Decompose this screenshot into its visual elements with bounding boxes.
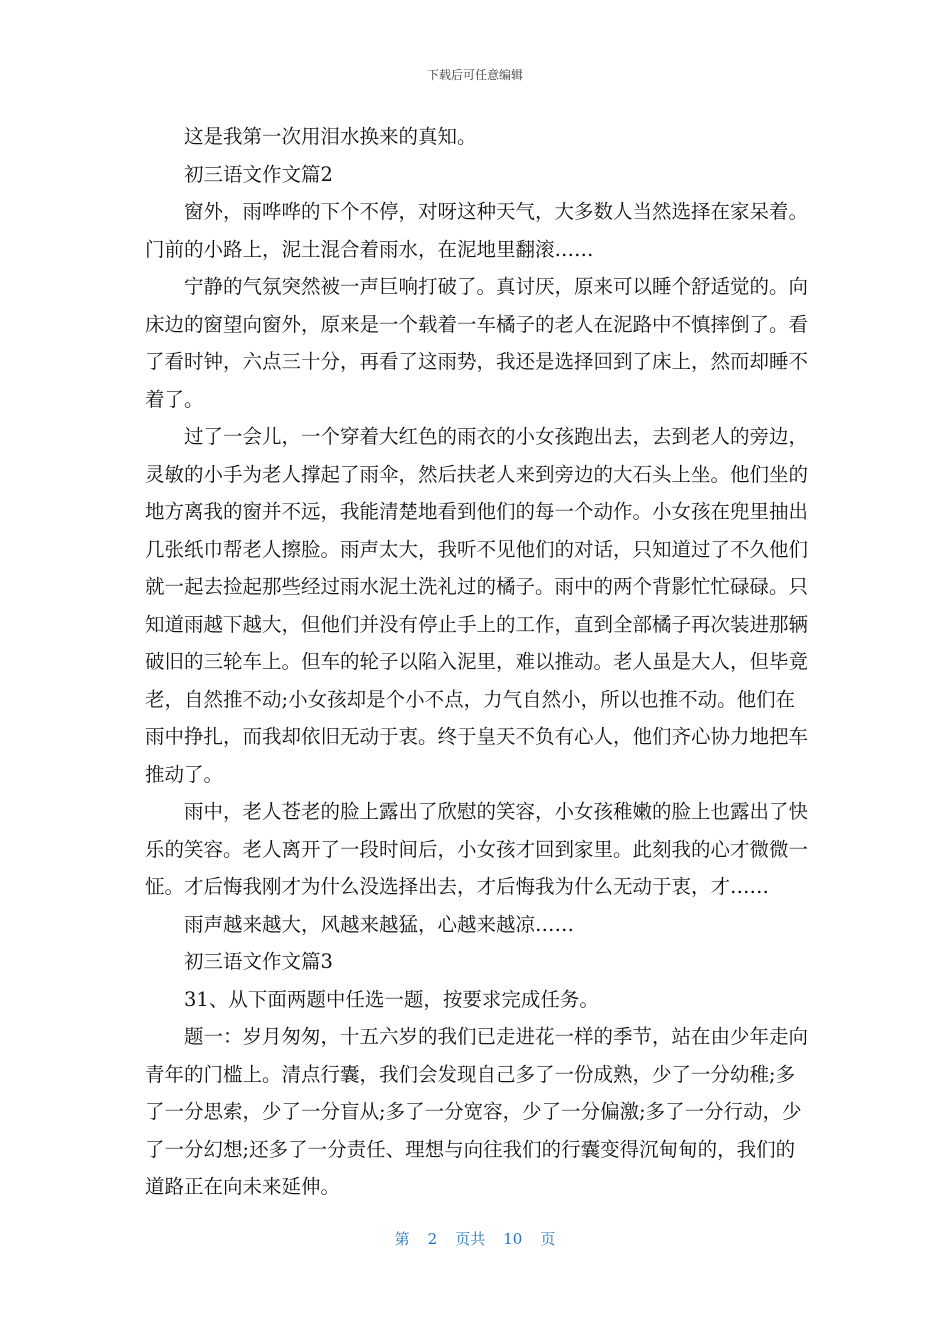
paragraph: 31、从下面两题中任选一题，按要求完成任务。 (184, 987, 599, 1011)
paragraph: 这是我第一次用泪水换来的真知。 (184, 125, 477, 148)
paragraph: 雨中，老人苍老的脸上露出了欣慰的笑容，小女孩稚嫩的脸上也露出了快乐的笑容。老人离开了一段时间后，小女孩才回到家里。此刻我的心才微微一怔。才后悔我刚才为什么没选择出去，才后悔我为什么无动于衷，才…… (145, 800, 809, 898)
page-footer (0, 1228, 950, 1249)
document-body (145, 118, 810, 1206)
current-page-number: 2 (427, 1230, 438, 1248)
paragraph: 宁静的气氛突然被一声巨响打破了。真讨厌，原来可以睡个舒适觉的。向床边的窗望向窗外，原来是一个载着一车橘子的老人在泥路中不慎摔倒了。看了看时钟，六点三十分，再看了这雨势，我还是选择回到了床上，然而却睡不着了。 (145, 275, 809, 411)
page-label-suffix: 页 (540, 1230, 556, 1248)
section-title: 初三语文作文篇3 (184, 950, 333, 973)
paragraph: 题一：岁月匆匆，十五六岁的我们已走进花一样的季节，站在由少年走向青年的门槛上。清点行囊，我们会发现自己多了一份成熟，少了一分幼稚;多了一分思索，少了一分盲从;多了一分宽容，少了一分偏激;多了一分行动，少了一分幻想;还多了一分责任、理想与向往我们的行囊变得沉甸甸的，我们的道路正在向未来延伸。 (145, 1025, 809, 1198)
page-label-prefix: 第 (394, 1230, 410, 1248)
section-title: 初三语文作文篇2 (184, 162, 333, 186)
paragraph: 窗外，雨哗哗的下个不停，对呀这种天气，大多数人当然选择在家呆着。门前的小路上，泥土混合着雨水，在泥地里翻滚…… (145, 200, 809, 261)
total-pages-number: 10 (503, 1230, 523, 1248)
page-header: 下载后可任意编辑 (426, 68, 523, 82)
paragraph: 雨声越来越大，风越来越猛，心越来越凉…… (184, 912, 575, 936)
page-label-middle: 页共 (455, 1230, 486, 1248)
paragraph: 过了一会儿，一个穿着大红色的雨衣的小女孩跑出去，去到老人的旁边，灵敏的小手为老人撑起了雨伞，然后扶老人来到旁边的大石头上坐。他们坐的地方离我的窗并不远，我能清楚地看到他们的每一个动作。小女孩在兜里抽出几张纸巾帮老人擦脸。雨声太大，我听不见他们的对话，只知道过了不久他们就一起去捡起那些经过雨水泥土洗礼过的橘子。雨中的两个背影忙忙碌碌。只知道雨越下越大，但他们并没有停止手上的工作，直到全部橘子再次装进那辆破旧的三轮车上。但车的轮子以陷入泥里，难以推动。老人虽是大人，但毕竟老，自然推不动;小女孩却是个小不点，力气自然小，所以也推不动。他们在雨中挣扎，而我却依旧无动于衷。终于皇天不负有心人，他们齐心协力地把车推动了。 (145, 425, 809, 786)
